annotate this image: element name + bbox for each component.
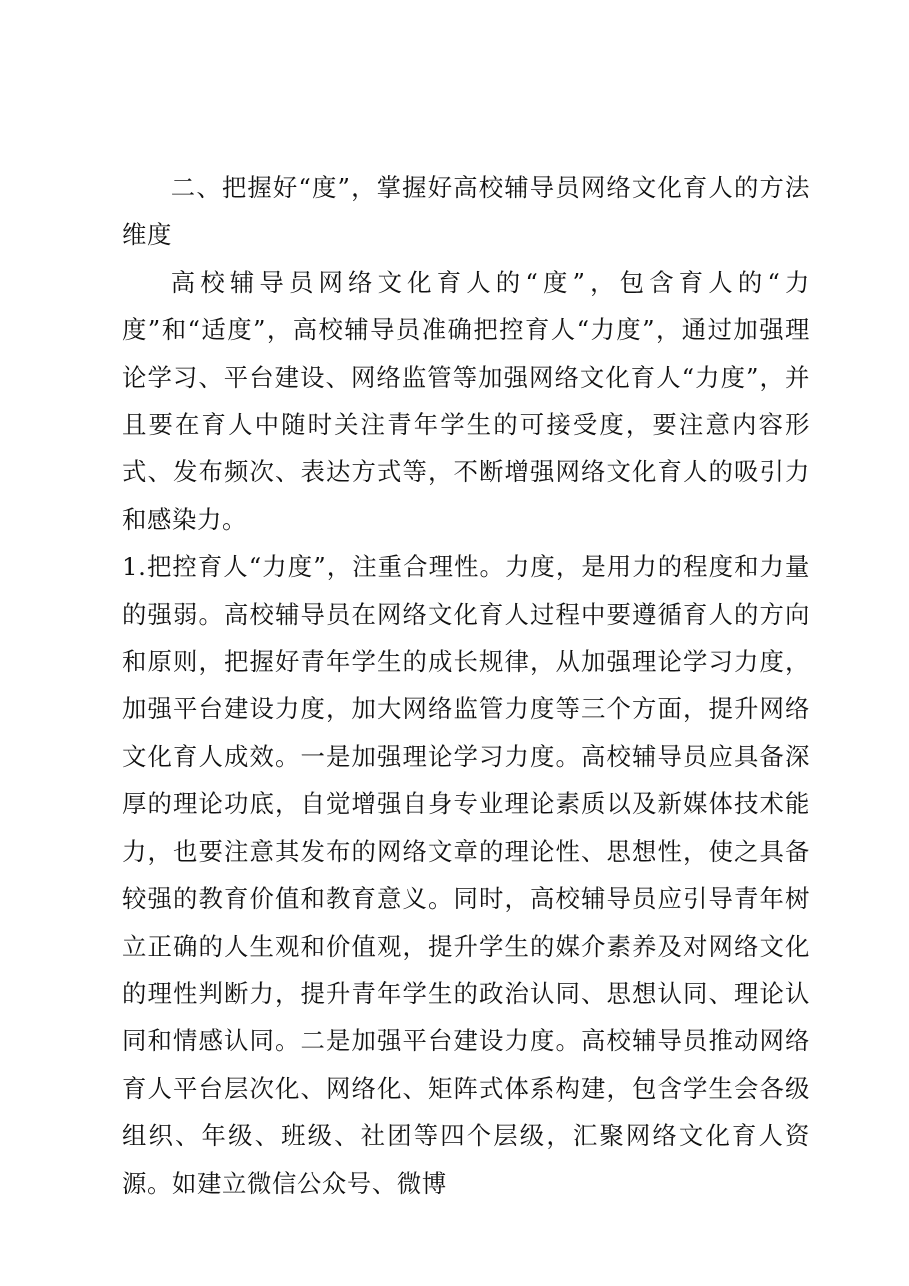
body-paragraph-point-1: 1.把控育人“力度”，注重合理性。力度，是用力的程度和力量的强弱。高校辅导员在网络文化育人过程中要遵循育人的方向和原则，把握好青年学生的成长规律，从加强理论学习力度，加强平台建设力度，加大网络监管力度等三个方面，提升网络文化育人成效。一是加强理论学习力度。高校辅导员应具备深厚的理论功底，自觉增强自身专业理论素质以及新媒体技术能力，也要注意其发布的网络文章的理论性、思想性，使之具备较强的教育价值和教育意义。同时，高校辅导员应引导青年树立正确的人生观和价值观，提升学生的媒介素养及对网络文化的理性判断力，提升青年学生的政治认同、思想认同、理论认同和情感认同。二是加强平台建设力度。高校辅导员推动网络育人平台层次化、网络化、矩阵式体系构建，包含学生会各级组织、年级、班级、社团等四个层级，汇聚网络文化育人资源。如建立微信公众号、微博 <box>122 552 810 1198</box>
body-paragraph-intro: 高校辅导员网络文化育人的“度”，包含育人的“力度”和“适度”，高校辅导员准确把控育人“力度”，通过加强理论学习、平台建设、网络监管等加强网络文化育人“力度”，并且要在育人中随时关注青年学生的可接受度，要注意内容形式、发布频次、表达方式等，不断增强网络文化育人的吸引力和感染力。 <box>122 267 810 534</box>
document-body <box>122 164 810 1207</box>
section-heading: 二、把握好“度”，掌握好高校辅导员网络文化育人的方法维度 <box>122 173 810 250</box>
